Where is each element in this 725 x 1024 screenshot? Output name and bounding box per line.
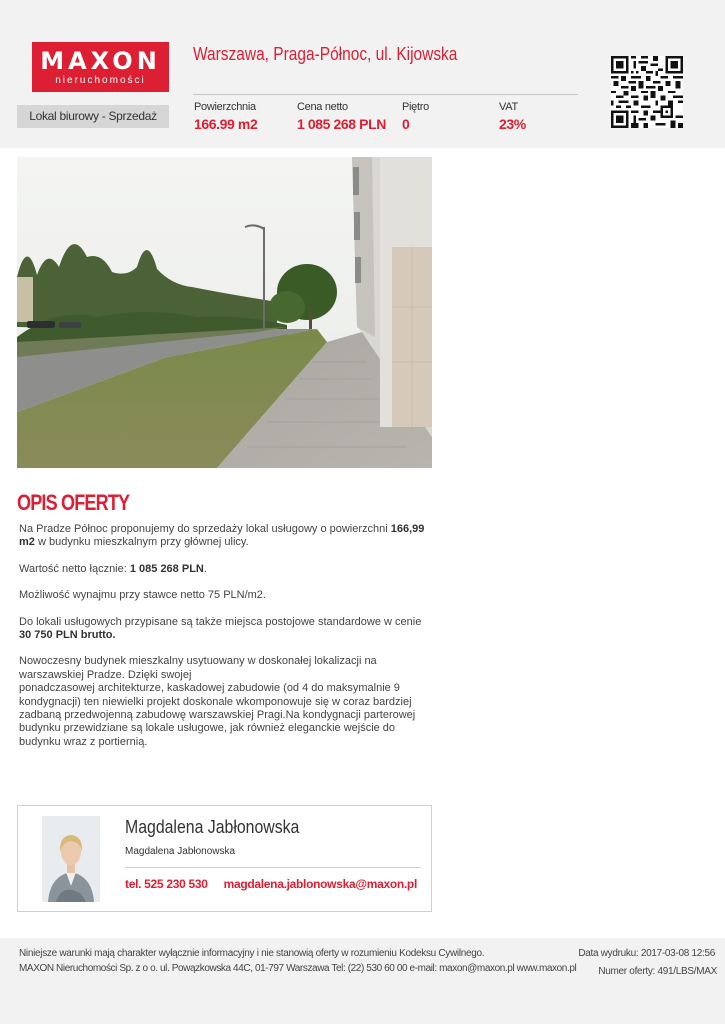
param-area — [194, 101, 257, 132]
logo-brand: MAXON — [40, 47, 161, 75]
footer-company-info: MAXON Nieruchomości Sp. z o o. ul. Powązkowska 44C, 01-797 Warszawa Tel: (22) 530 60 00 e-mail: maxon@maxon.pl www.maxon.pl — [19, 963, 577, 974]
footer-disclaimer: Niniejsze warunki mają charakter wyłącznie informacyjny i nie stanowią oferty w rozumieniu Kodeksu Cywilnego. — [19, 948, 485, 959]
param-price — [297, 101, 386, 132]
param-vat-value: 23% — [499, 116, 526, 132]
section-title-description: OPIS OFERTY — [17, 490, 130, 515]
agent-subtitle: Magdalena Jabłonowska — [125, 846, 236, 857]
property-photo[interactable] — [17, 157, 432, 468]
agent-card — [17, 805, 432, 912]
param-vat — [499, 101, 526, 132]
description-paragraph: Na Pradze Północ proponujemy do sprzedaży lokal usługowy o powierzchni 166,99 m2 w budynku mieszkalnym przy głównej ulicy. — [19, 523, 425, 549]
param-floor-label: Piętro — [402, 101, 429, 113]
agent-phone-link[interactable]: tel. 525 230 530 — [125, 877, 208, 891]
offer-description — [19, 523, 429, 762]
description-paragraph: Wartość netto łącznie: 1 085 268 PLN. — [19, 562, 207, 575]
agent-divider — [125, 867, 421, 868]
footer — [0, 938, 725, 1024]
footer-offer-number: Numer oferty: 491/LBS/MAX — [598, 966, 717, 977]
param-area-value: 166.99 m2 — [194, 116, 258, 132]
description-paragraph: Do lokali usługowych przypisane są także miejsca postojowe standardowe w cenie 30 750 PLN brutto. — [19, 615, 422, 642]
param-floor — [402, 101, 429, 132]
param-area-label: Powierzchnia — [194, 101, 256, 113]
agent-avatar — [42, 816, 100, 902]
area-highlight: 166,99 m2 — [19, 523, 425, 549]
description-paragraph: Możliwość wynajmu przy stawce netto 75 PLN/m2. — [19, 589, 266, 602]
param-floor-value: 0 — [402, 116, 410, 132]
total-price-highlight: 1 085 268 PLN — [129, 562, 204, 575]
param-vat-label: VAT — [499, 101, 518, 113]
header — [0, 0, 725, 148]
parking-price-highlight: 30 750 PLN brutto. — [19, 629, 116, 642]
property-address: Warszawa, Praga-Północ, ul. Kijowska — [193, 44, 458, 64]
param-price-label: Cena netto — [297, 101, 348, 113]
description-paragraph: Nowoczesny budynek mieszkalny usytuowany w doskonałej lokalizacji na warszawskiej Pradze. Dzięki swojej ponadczasowej architekturze, kaskadowej zabudowie (od 4 do maksymalnie 9 kondygnacji) ten niewielki projekt doskonale wkomponowuje się w coraz bardziej zadbaną przedwojenną zabudowę warszawskiej Pragi.Na kondygnacji parterowej budynku przewidziane są lokale usługowe, jak również eleganckie wejście do budynku wraz z portiernią. — [19, 655, 416, 748]
agent-email-link[interactable]: magdalena.jablonowska@maxon.pl — [223, 877, 417, 891]
maxon-logo[interactable] — [32, 42, 169, 92]
qr-code-icon[interactable] — [611, 56, 683, 128]
agent-name: Magdalena Jabłonowska — [125, 817, 300, 837]
offer-type-badge: Lokal biurowy - Sprzedaż — [17, 105, 169, 128]
header-divider — [193, 94, 578, 95]
footer-print-date: Data wydruku: 2017-03-08 12:56 — [578, 948, 715, 959]
param-price-value: 1 085 268 PLN — [297, 116, 386, 132]
logo-subtitle: nieruchomości — [55, 75, 146, 86]
